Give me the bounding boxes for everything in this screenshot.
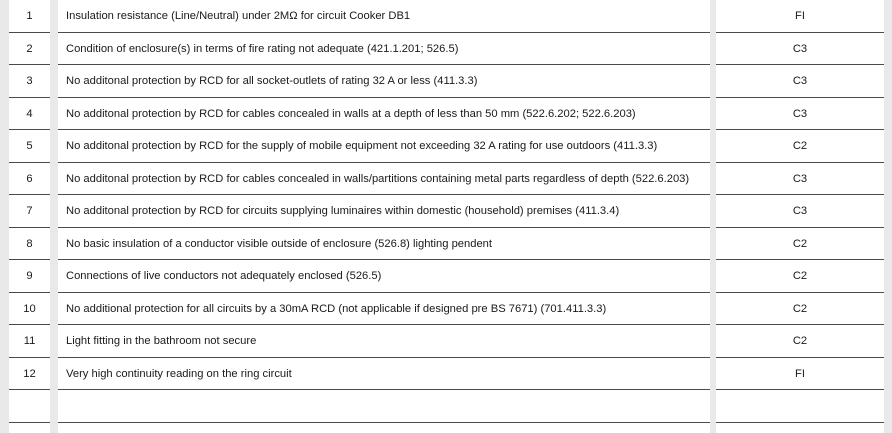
- classification-code: C2: [792, 270, 808, 282]
- row-divider: [58, 422, 710, 423]
- row-number: 12: [23, 367, 36, 380]
- row-number: [9, 390, 50, 422]
- observation-description: Light fitting in the bathroom not secure: [66, 335, 257, 347]
- row-number: 4: [26, 107, 33, 120]
- table-row[interactable]: [0, 260, 892, 293]
- table-row[interactable]: [0, 390, 892, 423]
- observation-description: No additonal protection by RCD for all socket-outlets of rating 32 A or less (411.3.3): [66, 75, 478, 87]
- classification-code: [716, 390, 884, 422]
- table-row[interactable]: [0, 98, 892, 131]
- classification-code: C3: [792, 42, 808, 55]
- classification-code: C3: [792, 172, 808, 185]
- classification-code: FI: [795, 367, 805, 380]
- classification-code: C2: [792, 335, 808, 347]
- table-row[interactable]: [0, 130, 892, 163]
- row-number: 6: [26, 172, 33, 185]
- table-row[interactable]: [0, 0, 892, 33]
- row-number: 9: [26, 270, 33, 282]
- row-number: 2: [26, 42, 33, 55]
- classification-code: FI: [795, 10, 805, 22]
- observation-description: No additonal protection by RCD for circuits supplying luminaires within domestic (household) premises (411.3.4): [66, 205, 620, 217]
- table-row[interactable]: [0, 293, 892, 326]
- table-row[interactable]: [0, 325, 892, 358]
- row-number: 3: [26, 75, 33, 87]
- observation-description: Condition of enclosure(s) in terms of fire rating not adequate (421.1.201; 526.5): [66, 42, 459, 55]
- table-row[interactable]: [0, 358, 892, 391]
- classification-code: C3: [792, 75, 808, 87]
- row-divider: [716, 422, 884, 423]
- row-number: 11: [23, 335, 36, 347]
- observation-description: Insulation resistance (Line/Neutral) under 2MΩ for circuit Cooker DB1: [66, 10, 411, 22]
- table-row[interactable]: [0, 163, 892, 196]
- observation-description: Connections of live conductors not adequately enclosed (526.5): [66, 270, 382, 282]
- table-row[interactable]: [0, 33, 892, 66]
- row-number: 1: [26, 10, 33, 22]
- observation-description: No additional protection for all circuits by a 30mA RCD (not applicable if designed pre BS 7671) (701.411.3.3): [66, 302, 607, 315]
- observation-description: [66, 390, 706, 422]
- classification-code: C2: [792, 140, 808, 152]
- table-row[interactable]: [0, 228, 892, 261]
- table-row[interactable]: [0, 65, 892, 98]
- observation-description: No additonal protection by RCD for the supply of mobile equipment not exceeding 32 A rating for use outdoors (411.3.3): [66, 140, 658, 152]
- observation-description: Very high continuity reading on the ring circuit: [66, 367, 292, 380]
- row-number: 8: [26, 237, 33, 250]
- classification-code: C3: [792, 107, 808, 120]
- observation-description: No additonal protection by RCD for cables concealed in walls/partitions containing metal parts regardless of depth (522.6.203): [66, 172, 690, 185]
- row-number: 7: [26, 205, 33, 217]
- row-divider: [9, 422, 50, 423]
- observation-description: No additonal protection by RCD for cables concealed in walls at a depth of less than 50 mm (522.6.202; 522.6.203): [66, 107, 636, 120]
- row-number: 10: [23, 302, 36, 315]
- classification-code: C2: [792, 237, 808, 250]
- observation-description: No basic insulation of a conductor visible outside of enclosure (526.8) lighting pendent: [66, 237, 493, 250]
- classification-code: C2: [792, 302, 808, 315]
- classification-code: C3: [792, 205, 808, 217]
- table-row[interactable]: [0, 195, 892, 228]
- row-number: 5: [26, 140, 33, 152]
